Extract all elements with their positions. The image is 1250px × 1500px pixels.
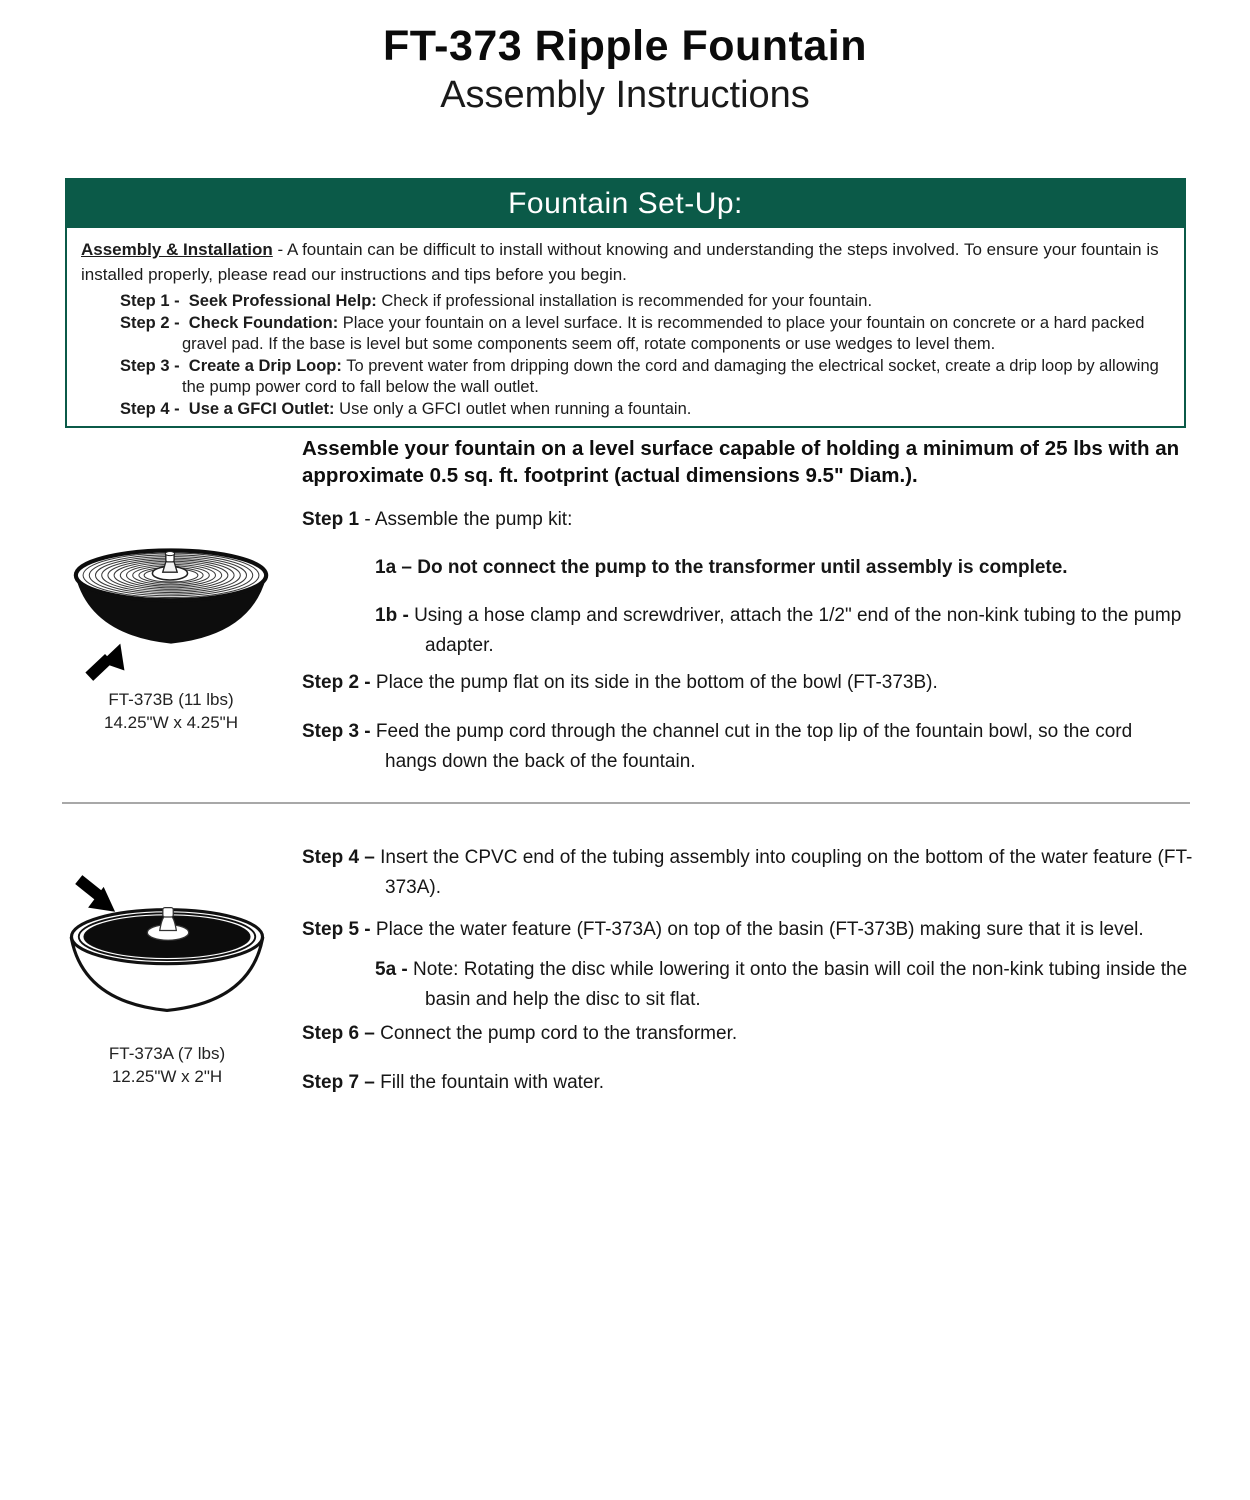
figure-1-caption-line2: 14.25"W x 4.25"H: [104, 713, 238, 732]
figure-1-caption: [62, 688, 280, 734]
setup-step-3-label: Step 3 -: [120, 357, 180, 375]
setup-step-1-title: Seek Professional Help:: [188, 292, 377, 310]
setup-intro-lead: Assembly & Installation: [81, 240, 273, 259]
assembly-step-2-text: Place the pump flat on its side in the bottom of the bowl (FT-373B).: [375, 672, 938, 693]
assembly-step-2-label: Step 2 -: [302, 672, 371, 693]
bowl-ft373b-illustration: [62, 536, 280, 686]
assembly-step-5-text: Place the water feature (FT-373A) on top of the basin (FT-373B) making sure that it is level.: [375, 919, 1144, 940]
assembly-step-5: [302, 915, 1194, 945]
assembly-step-3-text: Feed the pump cord through the channel cut in the top lip of the fountain bowl, so the cord hangs down the back of the fountain.: [375, 721, 1133, 772]
assembly-substep-5a-text: Note: Rotating the disc while lowering it onto the basin will coil the non-kink tubing inside the basin and help the disc to sit flat.: [413, 959, 1188, 1010]
figure-2-caption-line1: FT-373A (7 lbs): [108, 1044, 226, 1063]
document-title-block: [0, 22, 1250, 117]
assembly-step-7-label: Step 7 –: [302, 1072, 375, 1093]
setup-box-body: [67, 228, 1184, 426]
setup-step-3: [81, 356, 1170, 398]
setup-step-2: [81, 313, 1170, 355]
assembly-substep-1a: [302, 553, 1184, 583]
assembly-section-2: [302, 843, 1194, 1098]
setup-step-2-text: Place your fountain on a level surface. It is recommended to place your fountain on concrete or a hard packed gravel pad. If the base is level but some components seem off, rotate components or use wedges to level them.: [182, 314, 1145, 353]
section-divider: [62, 802, 1190, 804]
assembly-step-6-text: Connect the pump cord to the transformer.: [380, 1023, 738, 1044]
document-subtitle: Assembly Instructions: [440, 74, 810, 116]
basin-ft373a-illustration: [58, 872, 276, 1018]
setup-step-4-title: Use a GFCI Outlet:: [188, 400, 335, 418]
arrow-icon: [79, 880, 115, 912]
assembly-step-4-label: Step 4 –: [302, 847, 375, 868]
assembly-section-1: [302, 435, 1184, 777]
setup-box-header: Fountain Set-Up:: [67, 180, 1184, 228]
assembly-substep-1b-label: 1b -: [375, 605, 409, 626]
assembly-step-4: [302, 843, 1194, 903]
setup-step-2-title: Check Foundation:: [188, 314, 339, 332]
fountain-setup-box: [65, 178, 1186, 428]
setup-step-1-text: Check if professional installation is recommended for your fountain.: [381, 292, 873, 310]
assembly-step-7-text: Fill the fountain with water.: [380, 1072, 605, 1093]
setup-step-2-label: Step 2 -: [120, 314, 180, 332]
setup-step-1: [81, 291, 1170, 312]
assembly-substep-1a-label: 1a: [375, 557, 397, 578]
assembly-step-3: [302, 717, 1184, 777]
setup-intro-paragraph: [81, 237, 1170, 287]
assembly-step-7: [302, 1068, 1194, 1098]
assembly-step-1: [302, 505, 1184, 535]
assembly-substep-1b-text: Using a hose clamp and screwdriver, attach the 1/2" end of the non-kink tubing to the pump adapter.: [414, 605, 1182, 656]
setup-step-3-text: To prevent water from dripping down the cord and damaging the electrical socket, create a drip loop by allowing the pump power cord to fall below the wall outlet.: [182, 357, 1159, 396]
assembly-substep-1a-text: – Do not connect the pump to the transformer until assembly is complete.: [401, 557, 1068, 578]
setup-step-1-label: Step 1 -: [120, 292, 180, 310]
assembly-step-6: [302, 1019, 1194, 1049]
figure-2-caption-line2: 12.25"W x 2"H: [111, 1067, 223, 1086]
setup-step-3-title: Create a Drip Loop:: [188, 357, 342, 375]
assembly-substep-5a: [302, 955, 1194, 1015]
assembly-step-1-label: Step 1: [302, 509, 360, 530]
setup-intro-text: - A fountain can be difficult to install without knowing and understanding the steps involved. To ensure your fountain is installed properly, please read our instructions and tips before you begin.: [81, 240, 1159, 284]
assembly-substep-5a-label: 5a -: [375, 959, 408, 980]
arrow-icon: [89, 644, 124, 677]
assembly-step-1-text: - Assemble the pump kit:: [364, 509, 573, 530]
surface-requirement-note: Assemble your fountain on a level surface capable of holding a minimum of 25 lbs with an approximate 0.5 sq. ft. footprint (actual dimensions 9.5" Diam.).: [302, 437, 1180, 487]
assembly-step-4-text: Insert the CPVC end of the tubing assembly into coupling on the bottom of the water feature (FT-373A).: [380, 847, 1193, 898]
figure-2-caption: [58, 1042, 276, 1088]
setup-step-4: [81, 399, 1170, 420]
assembly-substep-1b: [302, 601, 1184, 661]
assembly-step-5-label: Step 5 -: [302, 919, 371, 940]
assembly-step-6-label: Step 6 –: [302, 1023, 375, 1044]
assembly-step-3-label: Step 3 -: [302, 721, 371, 742]
assembly-step-2: [302, 668, 1184, 698]
setup-step-4-label: Step 4 -: [120, 400, 180, 418]
setup-step-4-text: Use only a GFCI outlet when running a fountain.: [339, 400, 692, 418]
document-title: FT-373 Ripple Fountain: [382, 22, 868, 70]
figure-1-caption-line1: FT-373B (11 lbs): [108, 690, 234, 709]
